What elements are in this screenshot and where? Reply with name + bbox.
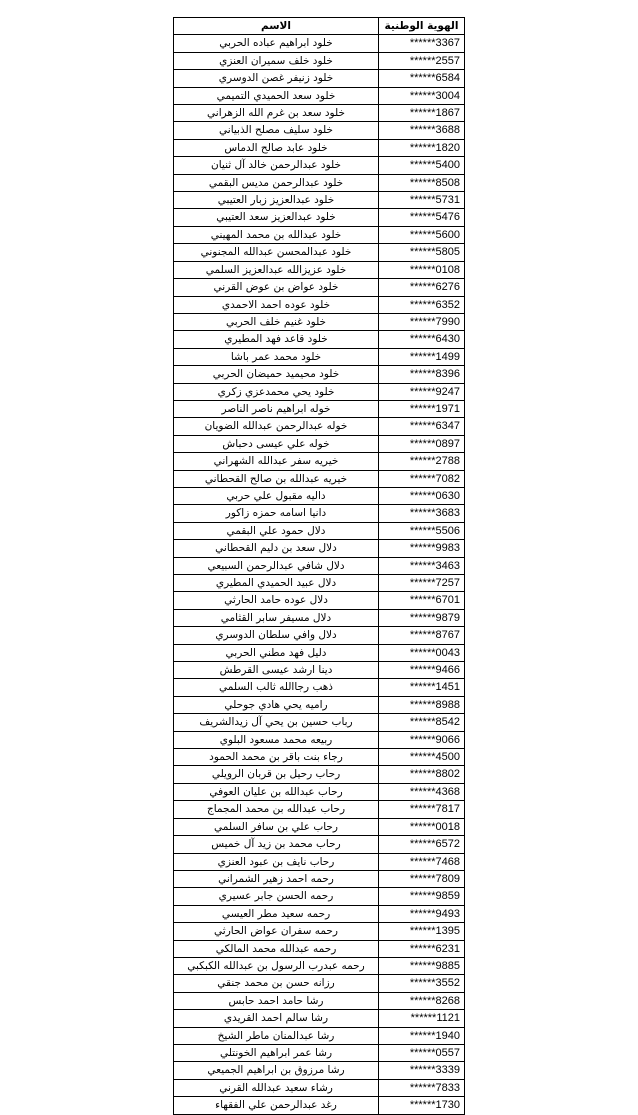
national-id-cell: ******7468 <box>379 853 465 870</box>
name-cell: خلود عابد صالح الدماس <box>174 139 379 156</box>
table-row <box>174 105 465 122</box>
national-id-cell: ******0897 <box>379 435 465 452</box>
table-row <box>174 435 465 452</box>
table-row <box>174 957 465 974</box>
table-row <box>174 749 465 766</box>
national-id-cell: ******9247 <box>379 383 465 400</box>
name-cell: رحمه سعيد مطر العيسي <box>174 905 379 922</box>
name-cell: دلال شافي عبدالرحمن السبيعي <box>174 557 379 574</box>
table-row <box>174 383 465 400</box>
national-id-cell: ******0018 <box>379 818 465 835</box>
national-id-cell: ******1820 <box>379 139 465 156</box>
name-cell: خلود عبدالله بن محمد المهيني <box>174 226 379 243</box>
name-cell: رشا حامد احمد حابس <box>174 992 379 1009</box>
national-id-cell: ******6352 <box>379 296 465 313</box>
national-id-cell: ******1499 <box>379 348 465 365</box>
name-cell: رحمه الحسن جابر عسيري <box>174 888 379 905</box>
table-row <box>174 1079 465 1096</box>
table-body <box>174 35 465 1114</box>
national-id-cell: ******8268 <box>379 992 465 1009</box>
name-cell: رشا سالم احمد القريدي <box>174 1010 379 1027</box>
name-cell: رشاء سعيد عبدالله القرني <box>174 1079 379 1096</box>
national-id-cell: ******1121 <box>379 1010 465 1027</box>
table-row <box>174 696 465 713</box>
name-cell: رحاب محمد بن زيد آل خميس <box>174 836 379 853</box>
national-id-cell: ******9066 <box>379 731 465 748</box>
table-row <box>174 261 465 278</box>
table-row <box>174 174 465 191</box>
name-cell: راميه يحي هادي جوحلي <box>174 696 379 713</box>
table-row <box>174 296 465 313</box>
name-cell: رحاب نايف بن عبود العنزي <box>174 853 379 870</box>
national-id-cell: ******3004 <box>379 87 465 104</box>
table-header-row <box>174 18 465 35</box>
table-row <box>174 766 465 783</box>
header-name: الاسم <box>174 18 379 35</box>
national-id-cell: ******1867 <box>379 105 465 122</box>
name-cell: خلود عبدالرحمن خالد آل ثنيان <box>174 157 379 174</box>
name-cell: خلود عوده احمد الاحمدي <box>174 296 379 313</box>
national-id-cell: ******6701 <box>379 592 465 609</box>
table-row <box>174 575 465 592</box>
name-cell: رحاب علي بن سافر السلمي <box>174 818 379 835</box>
name-cell: رحمه عبدالله محمد المالكي <box>174 940 379 957</box>
name-cell: خلود سعد بن غرم الله الزهراني <box>174 105 379 122</box>
national-id-cell: ******7082 <box>379 470 465 487</box>
name-cell: دليل فهد مطني الحربي <box>174 644 379 661</box>
national-id-cell: ******2557 <box>379 52 465 69</box>
table-row <box>174 331 465 348</box>
table-row <box>174 609 465 626</box>
name-cell: خلود محمد عمر باشا <box>174 348 379 365</box>
national-id-cell: ******7833 <box>379 1079 465 1096</box>
table-row <box>174 557 465 574</box>
national-id-cell: ******5731 <box>379 192 465 209</box>
name-cell: خوله علي عيسى دحباش <box>174 435 379 452</box>
national-id-cell: ******7990 <box>379 313 465 330</box>
table-row <box>174 505 465 522</box>
name-cell: داليه مقبول علي حربي <box>174 487 379 504</box>
name-cell: خلود عبدالعزيز سعد العتيبي <box>174 209 379 226</box>
name-cell: رباب حسين بن يحي آل زيدالشريف <box>174 714 379 731</box>
national-id-cell: ******6572 <box>379 836 465 853</box>
national-id-cell: ******7257 <box>379 575 465 592</box>
national-id-cell: ******9879 <box>379 609 465 626</box>
national-id-cell: ******8802 <box>379 766 465 783</box>
national-id-cell: ******1730 <box>379 1097 465 1114</box>
table-row <box>174 853 465 870</box>
name-cell: دينا ارشد عيسى القرطش <box>174 662 379 679</box>
name-cell: خلود عبدالعزيز زبار العتيبي <box>174 192 379 209</box>
national-id-cell: ******1451 <box>379 679 465 696</box>
name-cell: رحمه عبدرب الرسول بن عبدالله الكبكبي <box>174 957 379 974</box>
name-cell: رشا عبدالمنان ماطر الشيخ <box>174 1027 379 1044</box>
national-id-cell: ******1940 <box>379 1027 465 1044</box>
name-cell: خلود قاعد فهد المطيري <box>174 331 379 348</box>
name-cell: رحمه احمد زهير الشمراني <box>174 870 379 887</box>
national-id-cell: ******9493 <box>379 905 465 922</box>
table-row <box>174 487 465 504</box>
table-row <box>174 157 465 174</box>
name-cell: رشا مرزوق بن ابراهيم الجميعي <box>174 1062 379 1079</box>
table-row <box>174 192 465 209</box>
national-id-cell: ******4368 <box>379 783 465 800</box>
national-id-cell: ******7809 <box>379 870 465 887</box>
name-cell: خلود عزيزالله عبدالعزيز السلمي <box>174 261 379 278</box>
national-id-cell: ******8988 <box>379 696 465 713</box>
national-id-cell: ******3463 <box>379 557 465 574</box>
table-row <box>174 592 465 609</box>
name-cell: خوله ابراهيم ناصر الناصر <box>174 400 379 417</box>
table-row <box>174 731 465 748</box>
table-row <box>174 70 465 87</box>
name-cell: دلال مسيفر سابر القثامي <box>174 609 379 626</box>
national-id-cell: ******9983 <box>379 540 465 557</box>
national-id-cell: ******8542 <box>379 714 465 731</box>
national-id-cell: ******5805 <box>379 244 465 261</box>
name-cell: ذهب رجاالله ثالب السلمي <box>174 679 379 696</box>
name-cell: رزانه حسن بن محمد جنقي <box>174 975 379 992</box>
table-row <box>174 836 465 853</box>
name-cell: خلود زنيفر غصن الدوسري <box>174 70 379 87</box>
table-row <box>174 1027 465 1044</box>
name-cell: خلود عواض بن عوض القرني <box>174 279 379 296</box>
name-cell: رحاب عبدالله بن محمد المجماج <box>174 801 379 818</box>
name-cell: خلود ابراهيم عباده الحربي <box>174 35 379 52</box>
name-cell: رحمه سفران عواض الحارثي <box>174 923 379 940</box>
name-cell: خلود سليف مصلح الذبياني <box>174 122 379 139</box>
table-row <box>174 1010 465 1027</box>
national-id-cell: ******8396 <box>379 366 465 383</box>
table-row <box>174 244 465 261</box>
table-row <box>174 540 465 557</box>
name-cell: دلال عبيد الحميدي المطيري <box>174 575 379 592</box>
name-cell: رحاب عبدالله بن عليان العوفي <box>174 783 379 800</box>
name-cell: رجاء بنت باقر بن محمد الحمود <box>174 749 379 766</box>
national-id-cell: ******3367 <box>379 35 465 52</box>
table-row <box>174 783 465 800</box>
national-id-cell: ******6430 <box>379 331 465 348</box>
name-cell: رحاب رحيل بن قربان الرويلي <box>174 766 379 783</box>
national-id-cell: ******1395 <box>379 923 465 940</box>
table-row <box>174 453 465 470</box>
national-id-cell: ******5400 <box>379 157 465 174</box>
name-cell: خلود سعد الحميدي التميمي <box>174 87 379 104</box>
national-id-cell: ******2788 <box>379 453 465 470</box>
table-row <box>174 714 465 731</box>
table-row <box>174 923 465 940</box>
names-table-container <box>173 17 464 1115</box>
name-cell: خلود عبدالرحمن مديس البقمي <box>174 174 379 191</box>
table-row <box>174 418 465 435</box>
name-cell: دلال حمود علي البقمي <box>174 522 379 539</box>
table-row <box>174 992 465 1009</box>
national-id-cell: ******1971 <box>379 400 465 417</box>
national-id-cell: ******6584 <box>379 70 465 87</box>
table-row <box>174 975 465 992</box>
name-cell: ربيعه محمد مسعود البلوي <box>174 731 379 748</box>
table-row <box>174 52 465 69</box>
national-id-cell: ******6276 <box>379 279 465 296</box>
table-row <box>174 818 465 835</box>
name-cell: دانيا اسامه حمزه زاكور <box>174 505 379 522</box>
table-row <box>174 905 465 922</box>
table-row <box>174 313 465 330</box>
table-row <box>174 940 465 957</box>
table-row <box>174 801 465 818</box>
national-id-cell: ******0630 <box>379 487 465 504</box>
table-row <box>174 662 465 679</box>
national-id-cell: ******9859 <box>379 888 465 905</box>
table-row <box>174 122 465 139</box>
table-row <box>174 644 465 661</box>
national-id-cell: ******3688 <box>379 122 465 139</box>
national-id-cell: ******6231 <box>379 940 465 957</box>
name-cell: دلال عوده حامد الحارثي <box>174 592 379 609</box>
table-row <box>174 1062 465 1079</box>
national-id-cell: ******5506 <box>379 522 465 539</box>
national-id-cell: ******0557 <box>379 1044 465 1061</box>
table-row <box>174 139 465 156</box>
table-row <box>174 870 465 887</box>
table-row <box>174 522 465 539</box>
name-cell: خلود عبدالمحسن عبدالله المجنوني <box>174 244 379 261</box>
national-id-cell: ******4500 <box>379 749 465 766</box>
national-id-cell: ******9466 <box>379 662 465 679</box>
national-id-cell: ******0108 <box>379 261 465 278</box>
national-id-cell: ******5476 <box>379 209 465 226</box>
header-national-id: الهوية الوطنية <box>379 18 465 35</box>
table-row <box>174 209 465 226</box>
table-row <box>174 470 465 487</box>
name-cell: خلود غنيم خلف الحربي <box>174 313 379 330</box>
national-id-cell: ******3339 <box>379 1062 465 1079</box>
national-id-cell: ******3683 <box>379 505 465 522</box>
table-row <box>174 400 465 417</box>
name-cell: رغد عبدالرحمن علي الفقهاء <box>174 1097 379 1114</box>
national-id-cell: ******3552 <box>379 975 465 992</box>
name-cell: خيريه سفر عبدالله الشهراني <box>174 453 379 470</box>
table-row <box>174 87 465 104</box>
national-id-cell: ******5600 <box>379 226 465 243</box>
name-cell: خلود يحي محمدعزي زكري <box>174 383 379 400</box>
names-table <box>173 17 465 1115</box>
table-row <box>174 366 465 383</box>
name-cell: خيريه عبدالله بن صالح القحطاني <box>174 470 379 487</box>
table-row <box>174 348 465 365</box>
table-row <box>174 279 465 296</box>
name-cell: رشا عمر ابراهيم الخونتلي <box>174 1044 379 1061</box>
national-id-cell: ******9885 <box>379 957 465 974</box>
name-cell: دلال وافي سلطان الدوسري <box>174 627 379 644</box>
national-id-cell: ******7817 <box>379 801 465 818</box>
name-cell: دلال سعد بن دليم القحطاني <box>174 540 379 557</box>
national-id-cell: ******6347 <box>379 418 465 435</box>
name-cell: خوله عبدالرحمن عبدالله الضويان <box>174 418 379 435</box>
table-row <box>174 1044 465 1061</box>
national-id-cell: ******8508 <box>379 174 465 191</box>
table-row <box>174 627 465 644</box>
name-cell: خلود محيميد حميضان الحربي <box>174 366 379 383</box>
table-row <box>174 226 465 243</box>
table-row <box>174 1097 465 1114</box>
national-id-cell: ******8767 <box>379 627 465 644</box>
table-row <box>174 35 465 52</box>
national-id-cell: ******0043 <box>379 644 465 661</box>
name-cell: خلود خلف سميران العنزي <box>174 52 379 69</box>
table-row <box>174 679 465 696</box>
